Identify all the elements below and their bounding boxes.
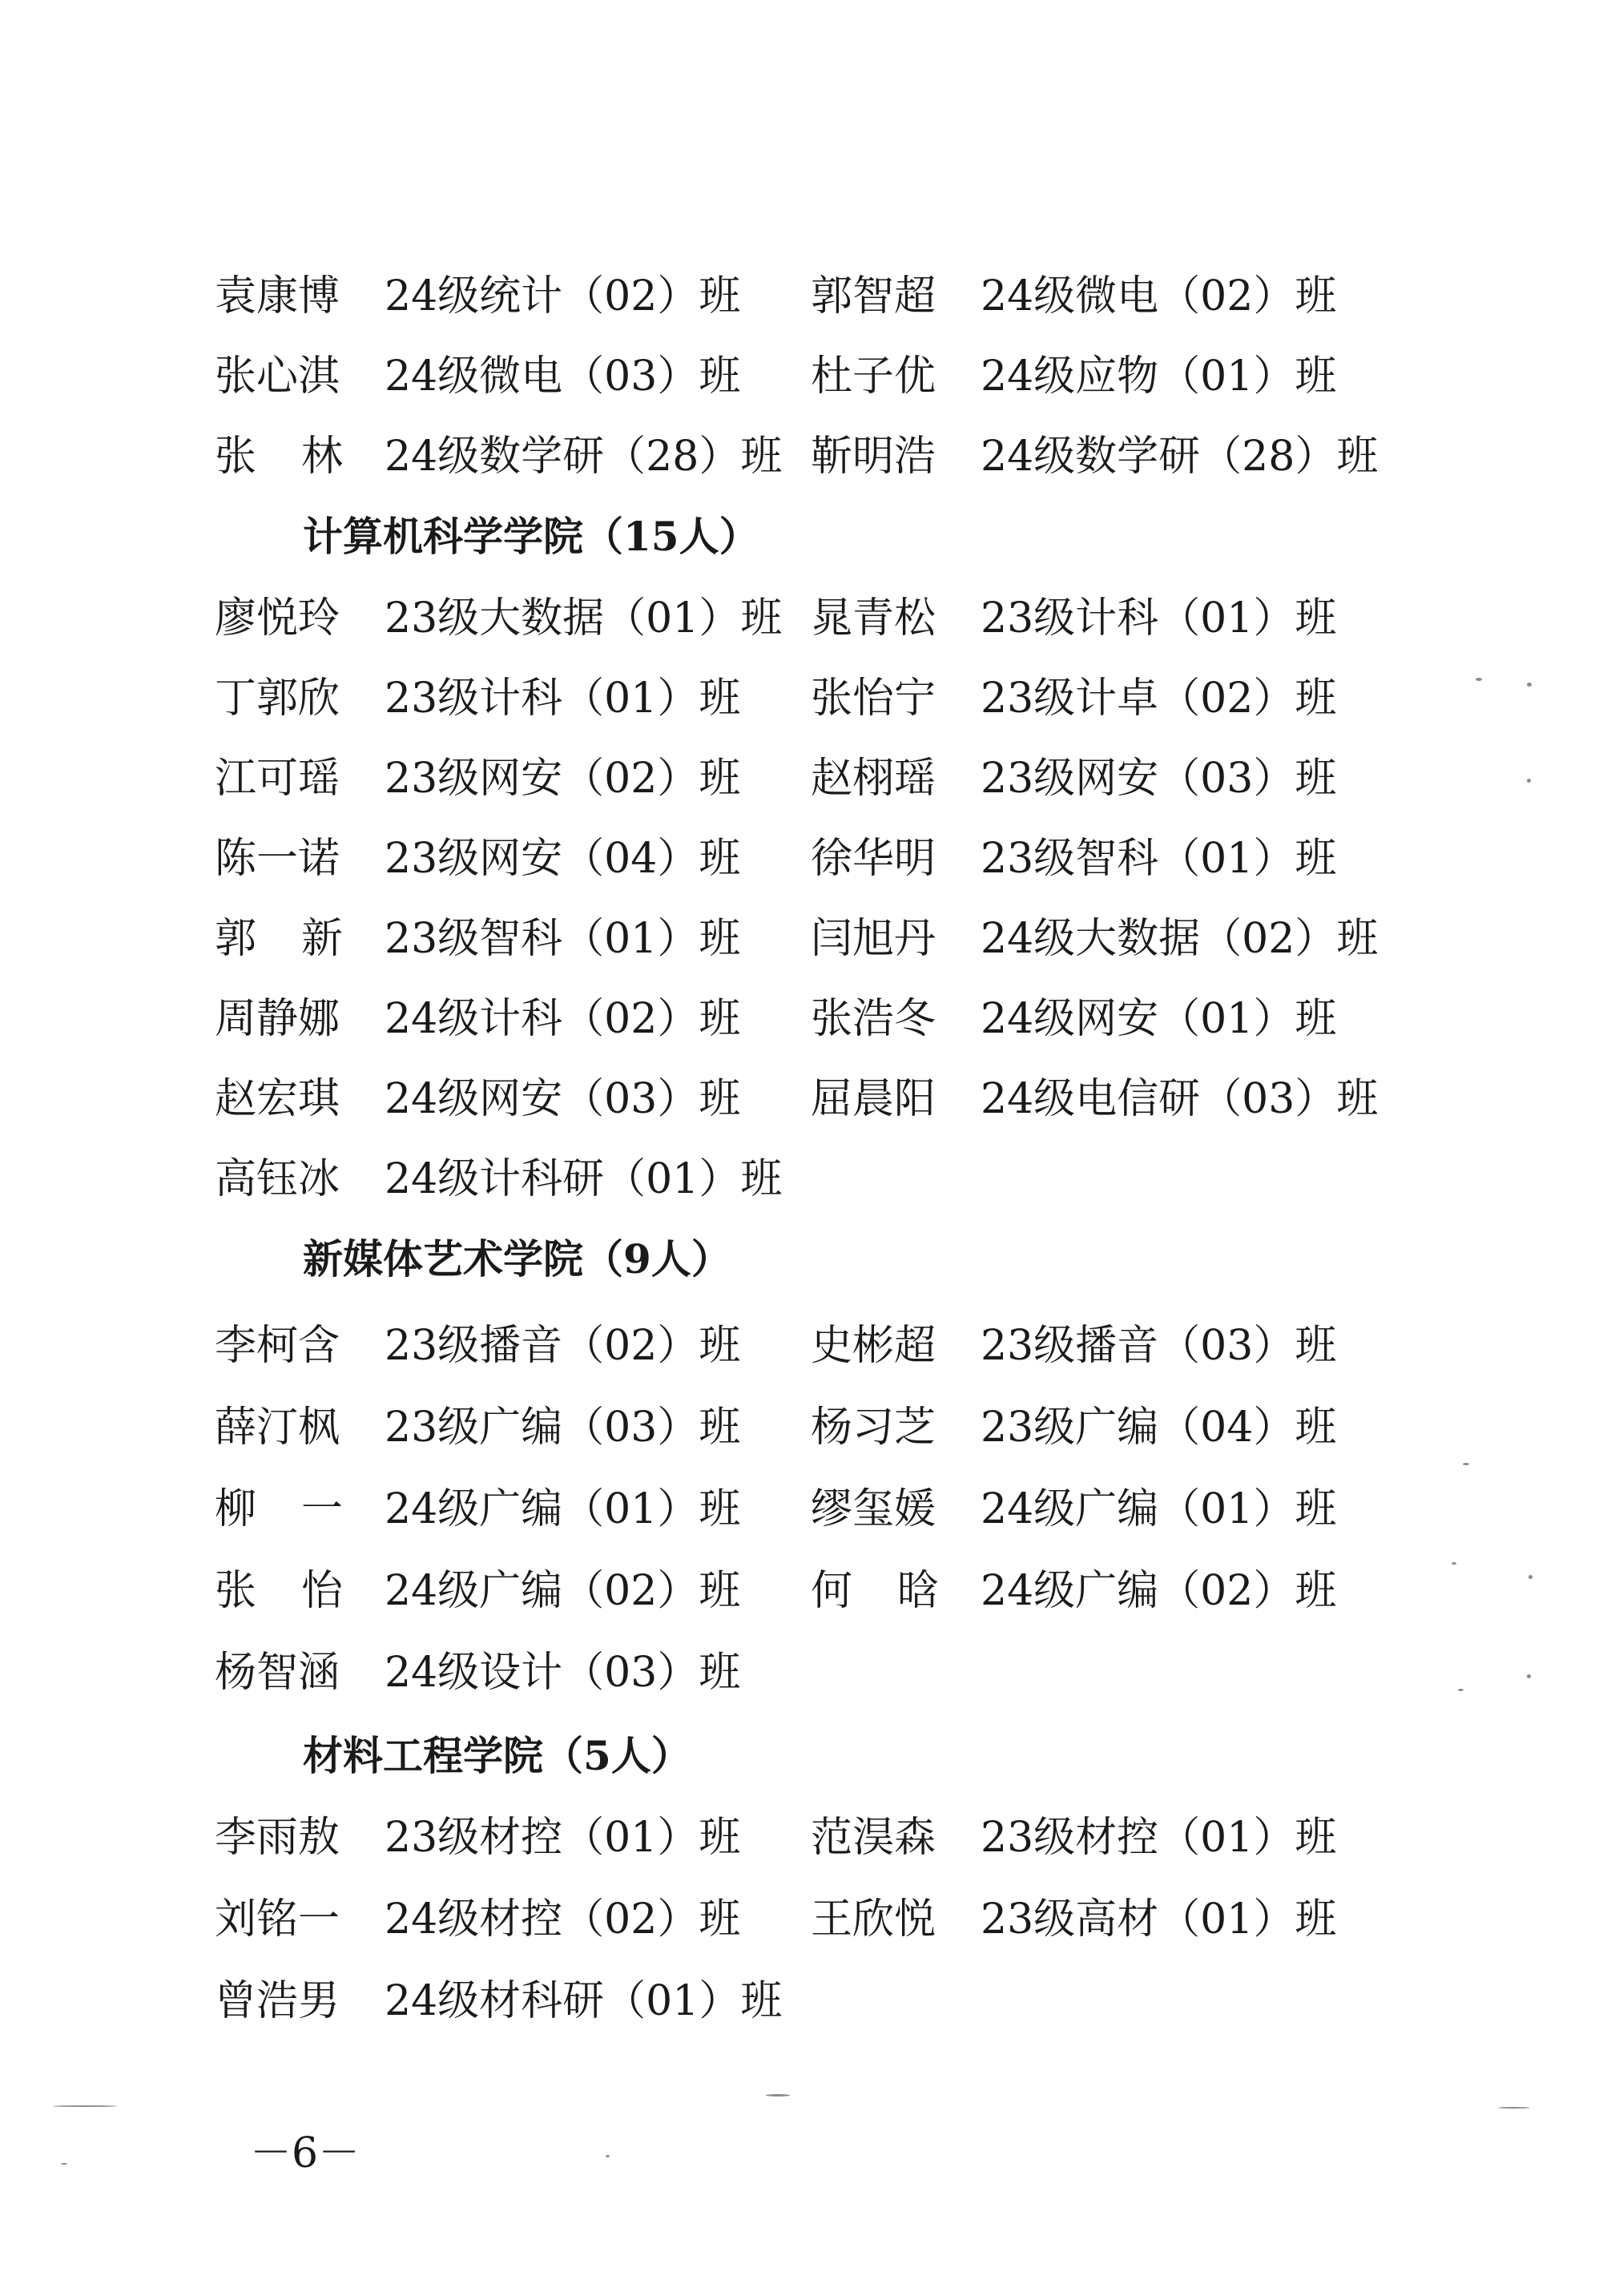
student-class: 23级广编（03）班 — [385, 1404, 741, 1452]
scan-speck — [606, 2155, 610, 2157]
student-class: 23级计科（01）班 — [981, 594, 1337, 642]
scan-speck — [1528, 1575, 1532, 1579]
student-name: 杜子优 — [811, 352, 936, 401]
student-class: 23级网安（03）班 — [981, 755, 1337, 803]
student-name: 郭新 — [215, 915, 389, 963]
student-name: 范淏森 — [811, 1814, 936, 1862]
student-class: 23级大数据（01）班 — [385, 594, 783, 642]
student-class: 23级网安（02）班 — [385, 755, 741, 803]
student-class: 24级材控（02）班 — [385, 1895, 741, 1944]
student-name: 柳一 — [215, 1485, 389, 1533]
student-class: 24级大数据（02）班 — [981, 915, 1379, 963]
list-row — [0, 739, 1607, 819]
student-class: 24级网安（03）班 — [385, 1075, 741, 1123]
student-class: 24级数学研（28）班 — [981, 433, 1379, 481]
section-heading-cs: 计算机科学学院（15人） — [303, 513, 759, 560]
student-name: 高钰冰 — [215, 1155, 340, 1203]
student-name: 何晗 — [811, 1567, 985, 1615]
student-name: 刘铭一 — [215, 1895, 340, 1944]
scan-speck — [1527, 683, 1532, 687]
list-row — [0, 1551, 1607, 1631]
student-name: 赵栩瑶 — [811, 755, 936, 803]
student-class: 23级计卓（02）班 — [981, 675, 1337, 723]
student-name: 杨智涵 — [215, 1649, 340, 1697]
list-row — [0, 1139, 1607, 1219]
student-class: 23级材控（01）班 — [385, 1814, 741, 1862]
student-class: 24级网安（01）班 — [981, 995, 1337, 1043]
scan-speck — [53, 2105, 117, 2107]
student-name: 闫旭丹 — [811, 915, 936, 963]
student-class: 23级材控（01）班 — [981, 1814, 1337, 1862]
student-class: 24级设计（03）班 — [385, 1649, 741, 1697]
student-class: 24级统计（02）班 — [385, 272, 741, 320]
student-class: 24级广编（01）班 — [981, 1485, 1337, 1533]
scan-speck — [766, 2094, 790, 2097]
student-name: 史彬超 — [811, 1322, 936, 1370]
student-class: 24级微电（02）班 — [981, 272, 1337, 320]
student-name: 张心淇 — [215, 352, 340, 401]
list-row — [0, 256, 1607, 336]
list-row — [0, 1388, 1607, 1468]
student-name: 陈一诺 — [215, 835, 340, 883]
student-name: 李柯含 — [215, 1322, 340, 1370]
student-class: 24级电信研（03）班 — [981, 1075, 1379, 1123]
scan-speck — [1498, 2107, 1530, 2109]
student-class: 23级广编（04）班 — [981, 1404, 1337, 1452]
student-name: 张浩冬 — [811, 995, 936, 1043]
list-row — [0, 1961, 1607, 2041]
student-name: 李雨敖 — [215, 1814, 340, 1862]
student-name: 晁青松 — [811, 594, 936, 642]
list-row — [0, 578, 1607, 659]
list-row — [0, 1633, 1607, 1713]
list-row — [0, 979, 1607, 1059]
student-class: 24级广编（02）班 — [981, 1567, 1337, 1615]
student-name: 袁康博 — [215, 272, 340, 320]
student-class: 24级应物（01）班 — [981, 352, 1337, 401]
student-name: 江可瑶 — [215, 755, 340, 803]
scan-speck — [1476, 678, 1482, 681]
student-name: 郭智超 — [811, 272, 936, 320]
list-row — [0, 1059, 1607, 1139]
section-heading-media: 新媒体艺术学院（9人） — [303, 1235, 731, 1283]
student-name: 张林 — [215, 433, 389, 481]
scan-speck — [1458, 1689, 1464, 1691]
student-class: 23级高材（01）班 — [981, 1895, 1337, 1944]
list-row — [0, 1879, 1607, 1960]
student-class: 24级数学研（28）班 — [385, 433, 783, 481]
scan-speck — [1463, 1463, 1469, 1465]
list-row — [0, 819, 1607, 899]
scan-speck — [1527, 779, 1531, 783]
list-row — [0, 417, 1607, 497]
student-name: 屈晨阳 — [811, 1075, 936, 1123]
list-row — [0, 336, 1607, 417]
student-class: 24级微电（03）班 — [385, 352, 741, 401]
student-name: 周静娜 — [215, 995, 340, 1043]
section-heading-materials: 材料工程学院（5人） — [303, 1732, 691, 1779]
student-name: 靳明浩 — [811, 433, 936, 481]
list-row — [0, 659, 1607, 739]
student-name: 曾浩男 — [215, 1977, 340, 2025]
list-row — [0, 1469, 1607, 1549]
student-name: 丁郭欣 — [215, 675, 340, 723]
page-number: －6－ — [250, 2129, 360, 2177]
student-class: 24级广编（01）班 — [385, 1485, 741, 1533]
student-class: 23级网安（04）班 — [385, 835, 741, 883]
student-name: 张怡 — [215, 1567, 389, 1615]
student-name: 廖悦玲 — [215, 594, 340, 642]
student-class: 24级材科研（01）班 — [385, 1977, 783, 2025]
student-class: 23级智科（01）班 — [385, 915, 741, 963]
student-name: 杨习芝 — [811, 1404, 936, 1452]
student-class: 23级播音（02）班 — [385, 1322, 741, 1370]
list-row — [0, 1798, 1607, 1878]
list-row — [0, 899, 1607, 979]
scan-speck — [61, 2163, 67, 2165]
student-name: 缪玺媛 — [811, 1485, 936, 1533]
student-class: 24级计科（02）班 — [385, 995, 741, 1043]
student-class: 23级计科（01）班 — [385, 675, 741, 723]
student-name: 薛汀枫 — [215, 1404, 340, 1452]
student-name: 赵宏琪 — [215, 1075, 340, 1123]
student-name: 张怡宁 — [811, 675, 936, 723]
student-class: 24级广编（02）班 — [385, 1567, 741, 1615]
student-class: 23级播音（03）班 — [981, 1322, 1337, 1370]
scan-speck — [1452, 1562, 1456, 1565]
list-row — [0, 1306, 1607, 1386]
student-name: 徐华明 — [811, 835, 936, 883]
scan-speck — [1527, 1674, 1531, 1678]
student-class: 23级智科（01）班 — [981, 835, 1337, 883]
student-class: 24级计科研（01）班 — [385, 1155, 783, 1203]
student-name: 王欣悦 — [811, 1895, 936, 1944]
